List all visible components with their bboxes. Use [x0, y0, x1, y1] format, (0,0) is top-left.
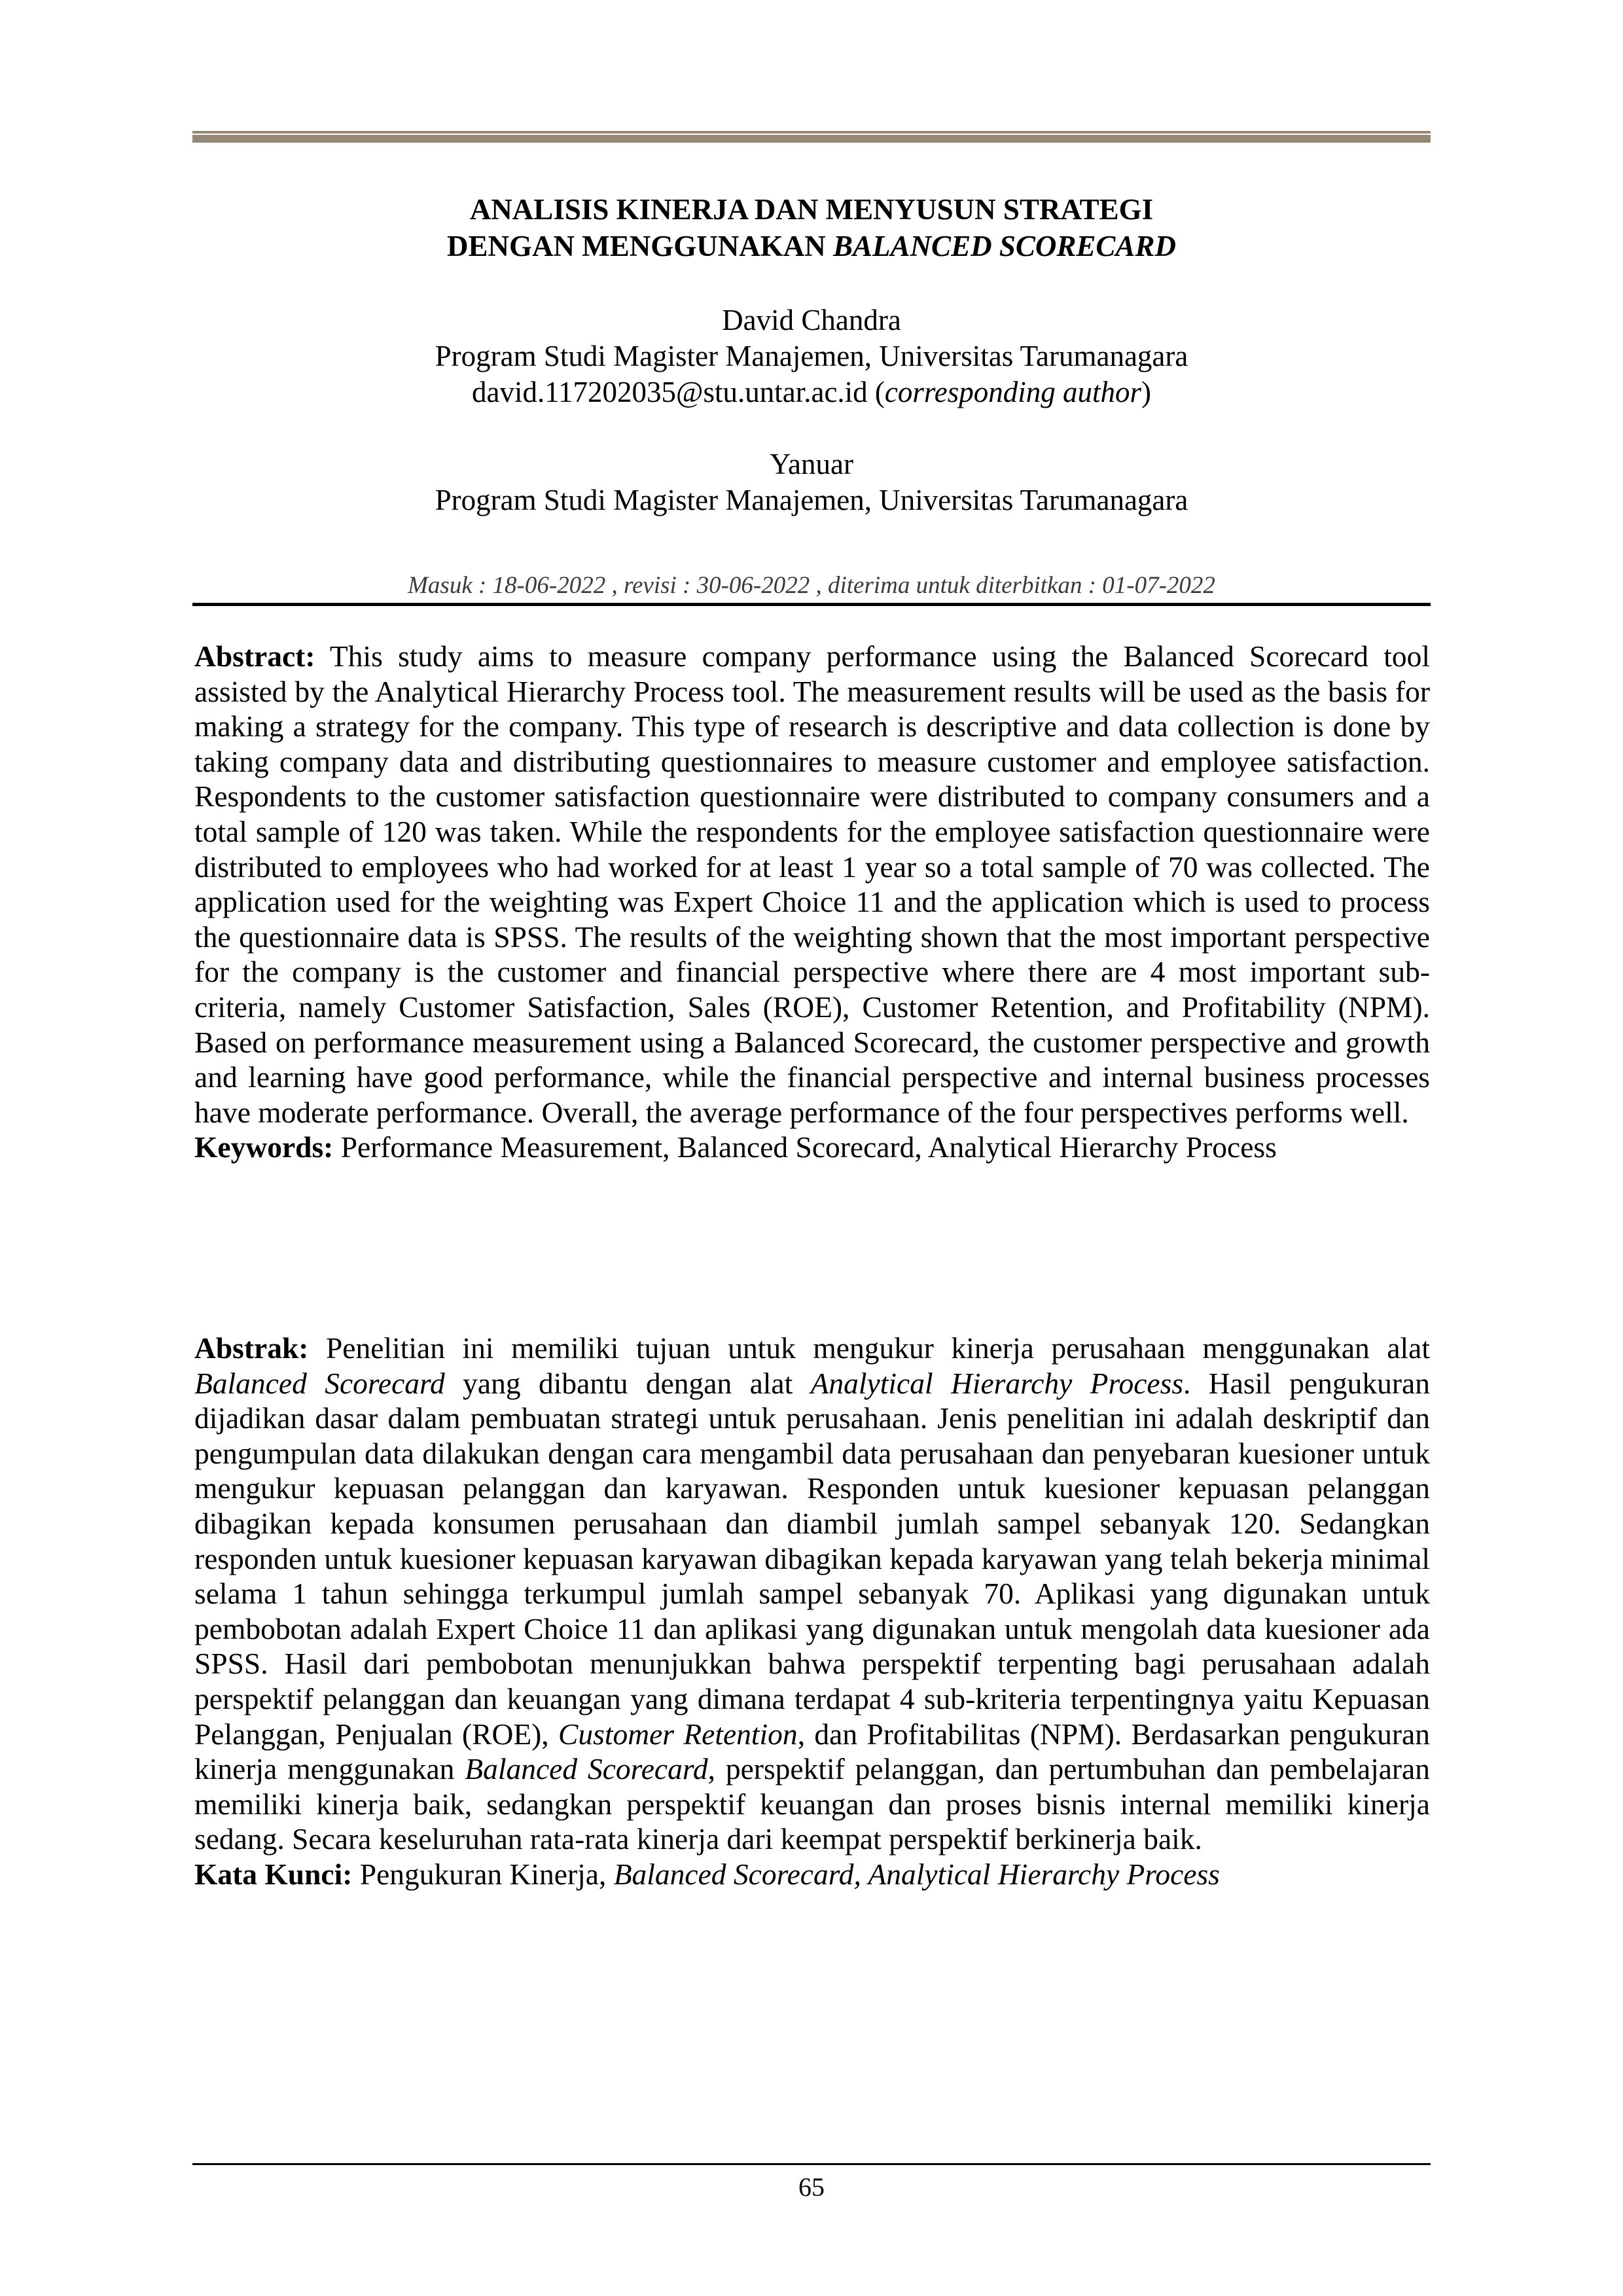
abstract-paragraph	[194, 639, 1430, 1130]
abstrak-label: Abstrak:	[194, 1331, 309, 1365]
author-1-name: David Chandra	[722, 304, 901, 336]
abstrak-italic-term: Analytical Hierarchy Process	[810, 1366, 1184, 1400]
title-line-2	[192, 228, 1431, 264]
keywords-line	[194, 1130, 1430, 1165]
abstract-text: This study aims to measure company performance using the Balanced Scorecard tool assisted by the Analytical Hierarchy Process tool. The measurement results will be used as the basis for making a strategy for the company. This type of research is descriptive and data collection is done by taking company data and distributing questionnaires to measure customer and employee satisfaction. Respondents to the customer satisfaction questionnaire were distributed to company consumers and a total sample of 120 was taken. While the respondents for the employee satisfaction questionnaire were distributed to employees who had worked for at least 1 year so a total sample of 70 was collected. The application used for the weighting was Expert Choice 11 and the application which is used to process the questionnaire data is SPSS. The results of the weighting shown that the most important perspective for the company is the customer and financial perspective where there are 4 most important sub-criteria, namely Customer Satisfaction, Sales (ROE), Customer Retention, and Profitability (NPM). Based on performance measurement using a Balanced Scorecard, the customer perspective and growth and learning have good performance, while the financial perspective and internal business processes have moderate performance. Overall, the average performance of the four perspectives performs well.	[194, 639, 1430, 1129]
kata-kunci-plain: Pengukuran Kinerja,	[352, 1857, 614, 1891]
title-line-2-prefix: DENGAN MENGGUNAKAN	[447, 230, 834, 262]
abstrak-italic-term: Customer Retention	[558, 1717, 798, 1751]
author-spacer	[192, 410, 1431, 446]
kata-kunci-label: Kata Kunci:	[194, 1857, 353, 1891]
authors-block	[192, 302, 1431, 518]
kata-kunci-italic: Balanced Scorecard, Analytical Hierarchy Process	[613, 1857, 1220, 1891]
abstrak-paragraph	[194, 1331, 1430, 1857]
abstrak-text-segment: , perspektif pelanggan, dan pertumbuhan dan pembelajaran memiliki kinerja baik, sedangkan perspektif keuangan dan proses bisnis internal memiliki kinerja sedang. Secara keseluruhan rata-rata kinerja dari keempat perspektif berkinerja baik.	[194, 1752, 1430, 1856]
submission-dates: Masuk : 18-06-2022 , revisi : 30-06-2022 , diterima untuk diterbitkan : 01-07-2022	[408, 572, 1215, 599]
paren-open: (	[867, 376, 885, 408]
abstract-label: Abstract:	[194, 639, 315, 673]
author-1-email[interactable]: david.117202035@stu.untar.ac.id	[471, 376, 868, 408]
abstrak-text-segment: . Hasil pengukuran dijadikan dasar dalam pembuatan strategi untuk perusahaan. Jenis penelitian ini adalah deskriptif dan pengumpulan data dilakukan dengan cara mengambil data perusahaan dan penyebaran kuesioner untuk mengukur kepuasan pelanggan dan karyawan. Responden untuk kuesioner kepuasan pelanggan dibagikan kepada konsumen perusahaan dan diambil jumlah sampel sebanyak 120. Sedangkan responden untuk kuesioner kepuasan karyawan dibagikan kepada karyawan yang telah bekerja minimal selama 1 tahun sehingga terkumpul jumlah sampel sebanyak 70. Aplikasi yang digunakan untuk pembobotan adalah Expert Choice 11 dan aplikasi yang digunakan untuk mengolah data kuesioner ada SPSS. Hasil dari pembobotan menunjukkan bahwa perspektif terpenting bagi perusahaan adalah perspektif pelanggan dan keuangan yang dimana terdapat 4 sub-kriteria terpentingnya yaitu Kepuasan Pelanggan, Penjualan (ROE),	[194, 1366, 1430, 1751]
abstrak-text-segment: , dan Profitabilitas (NPM). Berdasarkan pengukuran kinerja menggunakan	[194, 1717, 1430, 1786]
keywords-text: Performance Measurement, Balanced Scorecard, Analytical Hierarchy Process	[333, 1130, 1277, 1164]
corresponding-author-note: corresponding author	[884, 376, 1142, 408]
title-line-1: ANALISIS KINERJA DAN MENYUSUN STRATEGI	[469, 193, 1154, 226]
kata-kunci-line	[194, 1857, 1430, 1892]
author-1-affiliation: Program Studi Magister Manajemen, Universitas Tarumanagara	[435, 340, 1188, 372]
header-rule-thick	[192, 135, 1431, 143]
abstrak-italic-term: Balanced Scorecard	[194, 1366, 445, 1400]
abstract-indonesian	[194, 1331, 1430, 1892]
header-separator-rule	[192, 603, 1431, 606]
paren-close: )	[1141, 376, 1152, 408]
abstract-english	[194, 639, 1430, 1165]
header-rule-thin	[192, 131, 1431, 134]
abstrak-text-segment: yang dibantu dengan alat	[444, 1366, 811, 1400]
abstrak-text-segment: Penelitian ini memiliki tujuan untuk mengukur kinerja perusahaan menggunakan alat	[308, 1331, 1430, 1365]
author-1-contact	[192, 374, 1431, 410]
keywords-label: Keywords:	[194, 1130, 334, 1164]
author-2-name: Yanuar	[770, 448, 853, 480]
abstrak-italic-term: Balanced Scorecard	[465, 1752, 708, 1786]
paper-title	[192, 191, 1431, 264]
author-2-affiliation: Program Studi Magister Manajemen, Universitas Tarumanagara	[435, 484, 1188, 516]
title-line-2-italic: BALANCED SCORECARD	[833, 230, 1176, 262]
footer-rule	[192, 2163, 1431, 2165]
page-number: 65	[798, 2172, 825, 2202]
